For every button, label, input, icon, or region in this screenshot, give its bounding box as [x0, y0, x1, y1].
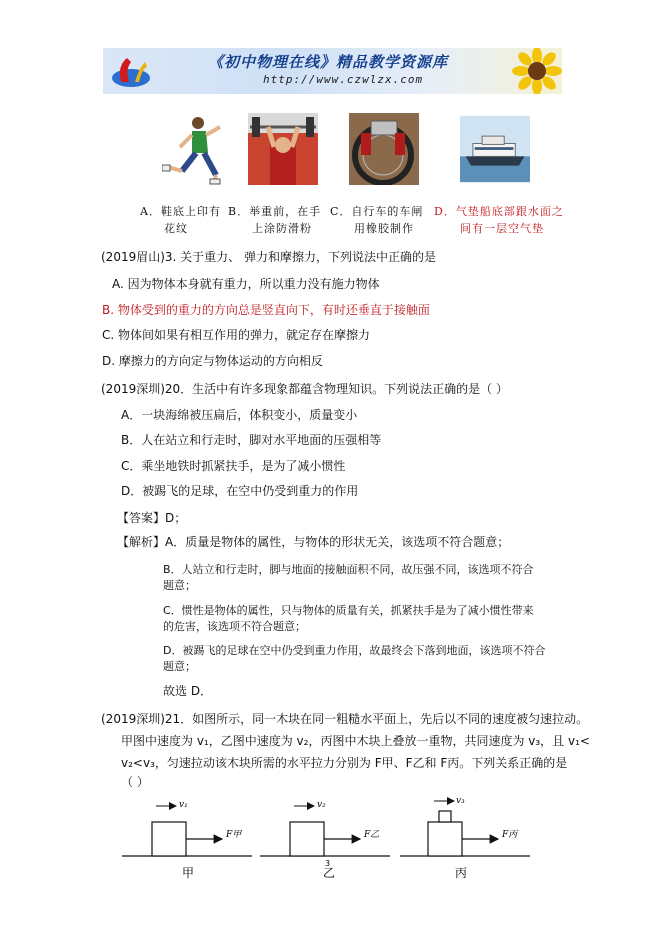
q3-stem: (2019眉山)3. 关于重力、 弹力和摩擦力，下列说法中正确的是: [101, 250, 436, 264]
q20-analysis-c1: C．惯性是物体的属性，只与物体的质量有关，抓紧扶手是为了减小惯性带来: [163, 604, 534, 617]
q20-option-b: B．人在站立和行走时，脚对水平地面的压强相等: [121, 433, 382, 447]
option-a-line2: 花纹: [164, 222, 188, 235]
v3-label: v₃: [456, 797, 465, 806]
page-number: 3: [325, 859, 331, 868]
blocks-figure: [118, 797, 538, 882]
weightlifter-image: [248, 113, 318, 185]
option-b-line1: B．举重前，在手: [228, 205, 322, 218]
q20-option-a: A．一块海绵被压扁后，体积变小，质量变小: [121, 408, 358, 422]
q21-line4: （ ）: [121, 775, 149, 789]
block-bing: [428, 822, 462, 856]
q20-option-d: D．被踢飞的足球，在空中仍受到重力的作用: [121, 484, 359, 498]
q3-option-d: D. 摩擦力的方向定与物体运动的方向相反: [102, 354, 323, 368]
q20-conclusion: 故选 D．: [163, 684, 213, 698]
option-d-caption: [434, 203, 564, 237]
q21-line2: 甲图中速度为 v₁，乙图中速度为 v₂，丙图中木块上叠放一重物，共同速度为 v₃，且 v₁<: [121, 734, 590, 748]
option-c-line2: 用橡胶制作: [354, 222, 414, 235]
figure-label-bing: 丙: [455, 866, 468, 880]
q20-analysis-d2: 题意；: [163, 660, 196, 673]
q21-line1: (2019深圳)21．如图所示，同一木块在同一粗糙水平面上，先后以不同的速度被匀速拉动。: [101, 712, 589, 726]
banner-url: http://www.czwlzx.com: [263, 73, 424, 86]
q20-answer: 【答案】D；: [117, 511, 187, 525]
v2-label: v₂: [317, 800, 326, 810]
option-d-line1: D．气垫船底部跟水面之: [434, 205, 564, 218]
option-b-caption: [228, 203, 321, 237]
q20-analysis-c2: 的危害，该选项不符合题意；: [163, 620, 306, 633]
block-jia: [152, 822, 186, 856]
f-yi-label: F乙: [364, 830, 380, 840]
stacked-weight: [439, 811, 451, 822]
q20-analysis-b2: 题意；: [163, 579, 196, 592]
q20-analysis-a: 【解析】A．质量是物体的属性，与物体的形状无关，该选项不符合题意；: [117, 535, 510, 549]
option-c-line1: C．自行车的车闸: [330, 205, 424, 218]
runner-image: [162, 113, 232, 185]
option-d-line2: 间有一层空气垫: [460, 222, 544, 235]
q3-option-c: C. 物体间如果有相互作用的弹力，就定存在摩擦力: [102, 328, 371, 342]
q20-stem: (2019深圳)20．生活中有许多现象都蕴含物理知识。下列说法正确的是（ ）: [101, 382, 508, 396]
option-b-line2: 上涂防滑粉: [252, 222, 312, 235]
q3-option-b: B. 物体受到的重力的方向总是竖直向下，有时还垂直于接触面: [102, 303, 430, 317]
block-yi: [290, 822, 324, 856]
sunflower-image: [511, 48, 562, 94]
v1-label: v₁: [179, 800, 188, 810]
option-c-caption: [330, 203, 423, 237]
hovercraft-image: [460, 113, 530, 185]
site-banner: [103, 48, 562, 94]
option-a-caption: [140, 203, 221, 237]
figure-label-jia: 甲: [182, 866, 195, 880]
bicycle-brake-image: [349, 113, 419, 185]
q3-option-a: A. 因为物体本身就有重力，所以重力没有施力物体: [112, 277, 380, 291]
f-bing-label: F丙: [502, 830, 518, 840]
f-jia-label: F甲: [226, 830, 242, 840]
option-a-line1: A．鞋底上印有: [140, 205, 221, 218]
figure-label-yi: 乙: [323, 866, 336, 880]
q21-line3: v₂<v₃，匀速拉动该木块所需的水平拉力分别为 F甲、F乙和 F丙。下列关系正确的是: [121, 756, 568, 770]
q20-analysis-b1: B．人站立和行走时，脚与地面的接触面积不同，故压强不同，该选项不符合: [163, 563, 534, 576]
site-logo: [109, 52, 153, 92]
banner-title: 《初中物理在线》精品教学资源库: [208, 53, 449, 71]
q20-option-c: C．乘坐地铁时抓紧扶手，是为了减小惯性: [121, 459, 346, 473]
q20-analysis-d1: D．被踢飞的足球在空中仍受到重力作用，故最终会下落到地面，该选项不符合: [163, 644, 546, 657]
